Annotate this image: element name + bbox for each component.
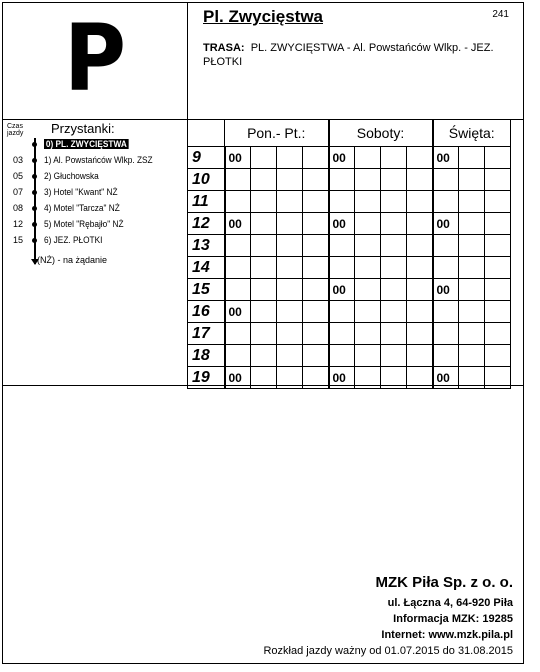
holiday-minute (433, 345, 459, 367)
weekday-minute: 00 (225, 301, 251, 323)
saturday-minute (407, 323, 433, 345)
holiday-minute (459, 301, 485, 323)
weekday-minute: 00 (225, 367, 251, 389)
weekday-minute (251, 235, 277, 257)
saturday-minute: 00 (329, 367, 355, 389)
stop-time: 07 (13, 187, 24, 197)
stop-dot-icon (32, 158, 37, 163)
hour-row (188, 235, 511, 257)
weekday-minute (225, 257, 251, 279)
holiday-minute (485, 147, 511, 169)
weekday-minute (251, 191, 277, 213)
holiday-minute (459, 235, 485, 257)
hour-row (188, 323, 511, 345)
weekday-minute (277, 279, 303, 301)
hour-cell: 13 (188, 235, 225, 257)
holiday-minute (459, 367, 485, 389)
hour-cell: 16 (188, 301, 225, 323)
footer (263, 574, 513, 659)
stop-dot-icon (32, 222, 37, 227)
saturday-minute (407, 191, 433, 213)
validity-note: Rozkład jazdy ważny od 01.07.2015 do 31.08.2015 (263, 645, 513, 657)
saturday-minute (355, 257, 381, 279)
weekday-minute (251, 147, 277, 169)
saturday-minute (355, 213, 381, 235)
holiday-minute (433, 235, 459, 257)
saturday-minute (381, 147, 407, 169)
saturday-minute (329, 323, 355, 345)
stops-title: Przystanki: (51, 121, 115, 136)
saturday-minute (381, 169, 407, 191)
stop-dot-icon (32, 190, 37, 195)
holiday-minute (485, 323, 511, 345)
saturday-minute (381, 345, 407, 367)
hour-row (188, 301, 511, 323)
hour-row (188, 213, 511, 235)
saturday-minute (407, 235, 433, 257)
logo-letter: P (63, 5, 127, 112)
stop-item (3, 154, 187, 168)
stop-name-label: 6) JEZ. PŁOTKI (44, 235, 103, 245)
holiday-minute: 00 (433, 279, 459, 301)
stop-item (3, 234, 187, 248)
weekday-minute (277, 169, 303, 191)
stop-time: 03 (13, 155, 24, 165)
stop-dot-icon (32, 142, 37, 147)
holiday-minute (433, 301, 459, 323)
weekday-minute (303, 257, 329, 279)
holiday-minute: 00 (433, 367, 459, 389)
info-phone: Informacja MZK: 19285 (393, 613, 513, 625)
weekday-minute (225, 279, 251, 301)
holiday-minute (459, 323, 485, 345)
saturday-minute (355, 345, 381, 367)
weekday-minute (225, 323, 251, 345)
weekday-minute (303, 301, 329, 323)
saturday-minute (381, 235, 407, 257)
saturday-minute (329, 257, 355, 279)
weekday-minute (251, 345, 277, 367)
weekday-minute (303, 279, 329, 301)
hour-cell: 12 (188, 213, 225, 235)
stop-item (3, 138, 187, 152)
hour-cell: 11 (188, 191, 225, 213)
saturday-minute (407, 169, 433, 191)
route-text: PL. ZWYCIĘSTWA - Al. Powstańców Wlkp. - JEZ. PŁOTKI (203, 42, 494, 68)
weekday-minute (251, 301, 277, 323)
hour-cell: 17 (188, 323, 225, 345)
saturday-minute (407, 213, 433, 235)
route-label: TRASA: (203, 42, 245, 54)
saturday-minute (381, 191, 407, 213)
weekday-minute: 00 (225, 213, 251, 235)
weekday-minute (303, 191, 329, 213)
holiday-minute (485, 301, 511, 323)
weekday-minute (277, 367, 303, 389)
holiday-header: Święta: (433, 120, 511, 147)
weekday-minute (251, 367, 277, 389)
weekday-minute (251, 169, 277, 191)
weekday-minute (277, 301, 303, 323)
stop-time: 12 (13, 219, 24, 229)
hour-cell: 9 (188, 147, 225, 169)
stop-name-label: 2) Głuchowska (44, 171, 99, 181)
stop-item (3, 218, 187, 232)
stop-item (3, 186, 187, 200)
timetable-sheet (2, 2, 524, 664)
line-number: 241 (492, 9, 509, 20)
holiday-minute (485, 191, 511, 213)
saturday-minute (407, 301, 433, 323)
stop-item (3, 202, 187, 216)
saturday-minute: 00 (329, 279, 355, 301)
stop-name: Pl. Zwycięstwa (203, 7, 323, 26)
hour-cell: 14 (188, 257, 225, 279)
stop-name-label: 1) Al. Powstańców Wlkp. ZSZ (44, 155, 153, 165)
weekday-minute (251, 257, 277, 279)
on-demand-note: (NŻ) - na żądanie (37, 255, 108, 265)
holiday-minute (433, 257, 459, 279)
hour-row (188, 191, 511, 213)
company-name: MZK Piła Sp. z o. o. (375, 574, 513, 591)
weekday-minute (277, 235, 303, 257)
saturday-minute (355, 301, 381, 323)
table-header-row (188, 120, 511, 147)
bus-stop-logo (3, 3, 188, 120)
holiday-minute (485, 279, 511, 301)
stop-item (3, 170, 187, 184)
hour-cell: 15 (188, 279, 225, 301)
saturday-minute (355, 147, 381, 169)
saturday-minute (329, 345, 355, 367)
holiday-minute: 00 (433, 213, 459, 235)
holiday-minute (485, 367, 511, 389)
stop-name-label: 0) PL. ZWYCIĘSTWA (45, 139, 127, 149)
saturday-minute: 00 (329, 213, 355, 235)
saturday-minute (407, 367, 433, 389)
hour-cell: 10 (188, 169, 225, 191)
saturday-minute (407, 147, 433, 169)
stop-name-label: 5) Motel "Rębajło" NŻ (44, 219, 124, 229)
stop-time: 15 (13, 235, 24, 245)
saturday-minute (329, 235, 355, 257)
holiday-minute (459, 279, 485, 301)
saturday-minute (355, 323, 381, 345)
saturday-minute (381, 257, 407, 279)
holiday-minute (485, 235, 511, 257)
holiday-minute (459, 169, 485, 191)
weekday-minute (225, 345, 251, 367)
weekday-minute: 00 (225, 147, 251, 169)
holiday-minute (459, 213, 485, 235)
saturday-minute (381, 213, 407, 235)
saturday-minute (329, 191, 355, 213)
stop-dot-icon (32, 174, 37, 179)
weekday-minute (277, 147, 303, 169)
saturday-minute (381, 323, 407, 345)
hour-row (188, 367, 511, 389)
saturday-minute (381, 367, 407, 389)
weekday-header: Pon.- Pt.: (225, 120, 329, 147)
hour-row (188, 257, 511, 279)
stop-name-label: 3) Hotel "Kwant" NŻ (44, 187, 118, 197)
weekday-minute (303, 147, 329, 169)
stop-dot-icon (32, 238, 37, 243)
weekday-minute (277, 191, 303, 213)
weekday-minute (303, 169, 329, 191)
hour-row (188, 345, 511, 367)
saturday-minute (407, 279, 433, 301)
weekday-minute (303, 213, 329, 235)
stop-time: 08 (13, 203, 24, 213)
weekday-minute (251, 323, 277, 345)
holiday-minute (459, 345, 485, 367)
stops-panel (3, 119, 188, 386)
saturday-minute (355, 191, 381, 213)
weekday-minute (303, 235, 329, 257)
travel-time-caption: Czas jazdy (7, 123, 24, 137)
saturday-header: Soboty: (329, 120, 433, 147)
saturday-minute (355, 367, 381, 389)
holiday-minute: 00 (433, 147, 459, 169)
stop-dot-icon (32, 206, 37, 211)
hour-cell: 18 (188, 345, 225, 367)
saturday-minute (355, 169, 381, 191)
hour-header (188, 120, 225, 147)
website: Internet: www.mzk.pila.pl (381, 629, 513, 641)
weekday-minute (277, 345, 303, 367)
hour-row (188, 279, 511, 301)
holiday-minute (433, 323, 459, 345)
holiday-minute (433, 191, 459, 213)
stop-name-label: 4) Motel "Tarcza" NŻ (44, 203, 120, 213)
holiday-minute (459, 257, 485, 279)
saturday-minute (407, 257, 433, 279)
holiday-minute (485, 213, 511, 235)
weekday-minute (303, 345, 329, 367)
hour-cell: 19 (188, 367, 225, 389)
saturday-minute: 00 (329, 147, 355, 169)
weekday-minute (251, 279, 277, 301)
weekday-minute (277, 213, 303, 235)
saturday-minute (355, 279, 381, 301)
weekday-minute (225, 235, 251, 257)
saturday-minute (381, 301, 407, 323)
weekday-minute (225, 169, 251, 191)
holiday-minute (485, 169, 511, 191)
holiday-minute (459, 147, 485, 169)
holiday-minute (485, 257, 511, 279)
company-address: ul. Łączna 4, 64-920 Piła (387, 597, 513, 609)
hour-row (188, 169, 511, 191)
hour-row (188, 147, 511, 169)
stop-time: 05 (13, 171, 24, 181)
saturday-minute (381, 279, 407, 301)
departures-grid (187, 119, 523, 386)
saturday-minute (355, 235, 381, 257)
departures-table (187, 119, 511, 389)
saturday-minute (407, 345, 433, 367)
weekday-minute (277, 323, 303, 345)
saturday-minute (329, 169, 355, 191)
holiday-minute (459, 191, 485, 213)
route (203, 41, 503, 69)
header (187, 3, 523, 120)
saturday-minute (329, 301, 355, 323)
weekday-minute (225, 191, 251, 213)
weekday-minute (277, 257, 303, 279)
weekday-minute (303, 367, 329, 389)
weekday-minute (303, 323, 329, 345)
weekday-minute (251, 213, 277, 235)
holiday-minute (485, 345, 511, 367)
holiday-minute (433, 169, 459, 191)
